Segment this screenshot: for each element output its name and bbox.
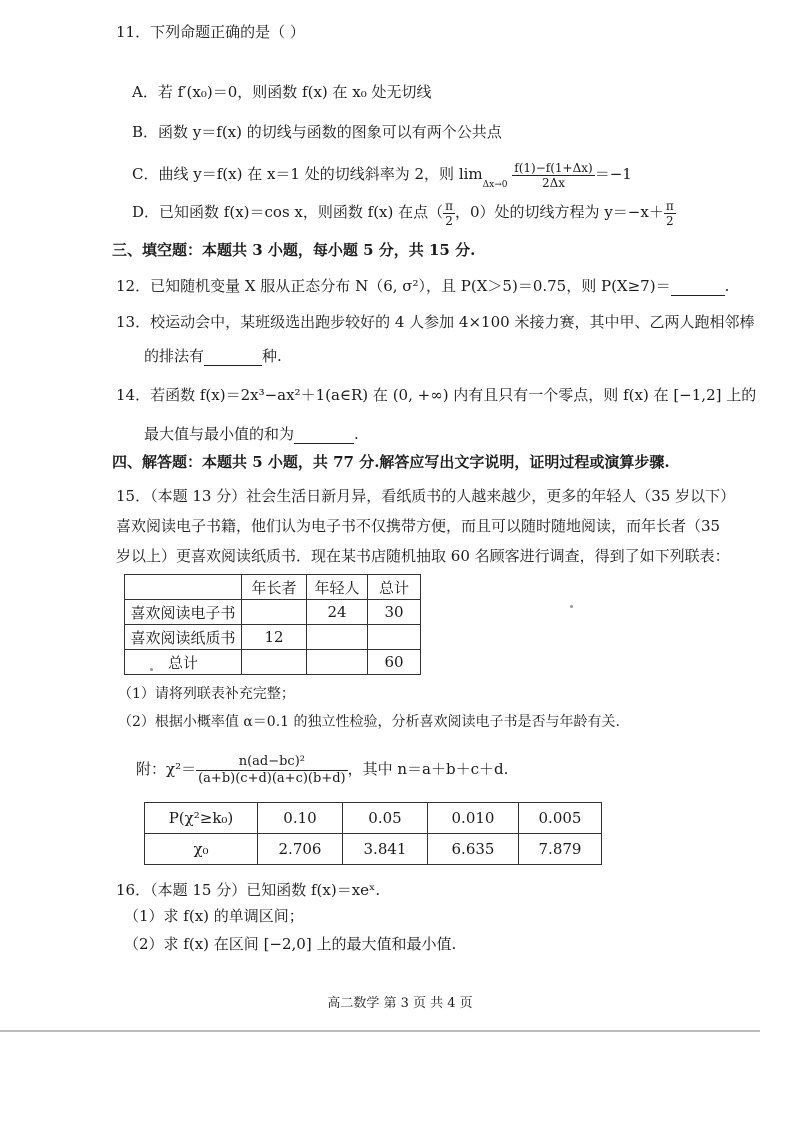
table-row: 喜欢阅读纸质书 12 (125, 625, 421, 650)
q11-option-a: A．若 f′(x₀)＝0，则函数 f(x) 在 x₀ 处无切线 (132, 83, 432, 101)
q13-line-1: 13．校运动会中，某班级选出跑步较好的 4 人参加 4×100 米接力赛，其中甲、乙两人跑相邻棒 (116, 313, 755, 331)
scan-speck (570, 605, 573, 608)
q16-stem: 16．（本题 15 分）已知函数 f(x)＝xeˣ. (116, 881, 381, 899)
q12: 12．已知随机变量 X 服从正态分布 N（6, σ²），且 P(X＞5)＝0.75，则 P(X≥7)＝ . (116, 277, 730, 295)
scan-edge-line (0, 1030, 760, 1032)
contingency-table (124, 574, 421, 675)
q15-line-3: 岁以上）更喜欢阅读纸质书．现在某书店随机抽取 60 名顾客进行调查，得到了如下列联表： (116, 547, 730, 565)
chi-square-fraction: $\frac{\text{n(ad−bc)²}}{(a+b)(c+d)(a+c)(b+d)}$ (198, 753, 346, 786)
q11-c-fraction: $\frac{f(1)-f(1+\Delta x)}{2\Delta x}$ (514, 160, 593, 190)
q11-option-c: C．曲线 y＝f(x) 在 x＝1 处的切线斜率为 2，则 $\lim_{\Delta x\to 0}$ $\frac{f(1)-f(1+\Delta x)}{2\Delta x}$ ＝−1 (132, 160, 632, 190)
table-row: P(χ²≥k₀) 0.10 0.05 0.010 0.005 (145, 803, 602, 834)
pi-over-2-fraction-2: $\frac{\pi}{2}$ (665, 198, 674, 228)
q13-line-2: 的排法有 种. (144, 347, 282, 365)
chi-square-formula: 附：χ²＝ $\frac{\text{n(ad−bc)²}}{(a+b)(c+d)(a+c)(b+d)}$ ，其中 n＝a＋b＋c＋d. (136, 753, 509, 786)
pi-over-2-fraction: $\frac{\pi}{2}$ (445, 198, 454, 228)
section-4-heading: 四、解答题：本题共 5 小题，共 77 分.解答应写出文字说明，证明过程或演算步骤. (112, 453, 670, 471)
q16-part-2: （2）求 f(x) 在区间 [−2,0] 上的最大值和最小值. (124, 935, 457, 953)
q11-option-b: B．函数 y＝f(x) 的切线与函数的图象可以有两个公共点 (132, 123, 502, 141)
q14-line-1: 14．若函数 f(x)＝2x³−ax²＋1(a∈R) 在 (0, +∞) 内有且只有一个零点，则 f(x) 在 [−1,2] 上的 (116, 386, 757, 404)
table-row: 喜欢阅读电子书 24 30 (125, 600, 421, 625)
answer-blank (204, 351, 262, 366)
limit-subscript: Δx→0 (482, 180, 508, 190)
critical-value-table (144, 802, 602, 865)
answer-blank (294, 429, 354, 444)
q11-option-d: D．已知函数 f(x)＝cos x，则函数 f(x) 在点（ $\frac{\pi}{2}$ ，0）处的切线方程为 y＝−x＋ $\frac{\pi}{2}$ (132, 198, 674, 228)
table-header-row: 年长者 年轻人 总计 (125, 575, 421, 600)
q15-line-1: 15．（本题 13 分）社会生活日新月异，看纸质书的人越来越少，更多的年轻人（35 岁以下） (116, 487, 736, 505)
q11-option-d-text: D．已知函数 f(x)＝cos x，则函数 f(x) 在点（ (132, 203, 444, 221)
q11-stem: 11．下列命题正确的是（ ） (116, 23, 305, 41)
scan-speck (150, 668, 153, 671)
q14-line-2: 最大值与最小值的和为 . (144, 425, 359, 443)
table-row: 总计 60 (125, 650, 421, 675)
q15-part-2: （2）根据小概率值 α＝0.1 的独立性检验，分析喜欢阅读电子书是否与年龄有关. (118, 714, 620, 730)
page-footer: 高二数学 第 3 页 共 4 页 (327, 996, 473, 1011)
table-row: χ₀ 2.706 3.841 6.635 7.879 (145, 834, 602, 865)
answer-blank (671, 281, 725, 296)
q16-part-1: （1）求 f(x) 的单调区间； (124, 907, 304, 925)
section-3-heading: 三、填空题：本题共 3 小题，每小题 5 分，共 15 分. (112, 241, 476, 259)
q11-option-c-text: C．曲线 y＝f(x) 在 x＝1 处的切线斜率为 2，则 lim (132, 165, 483, 183)
q15-line-2: 喜欢阅读电子书籍，他们认为电子书不仅携带方便，而且可以随时随地阅读，而年长者（35 (116, 517, 721, 535)
q15-part-1: （1）请将列联表补充完整； (118, 686, 295, 702)
